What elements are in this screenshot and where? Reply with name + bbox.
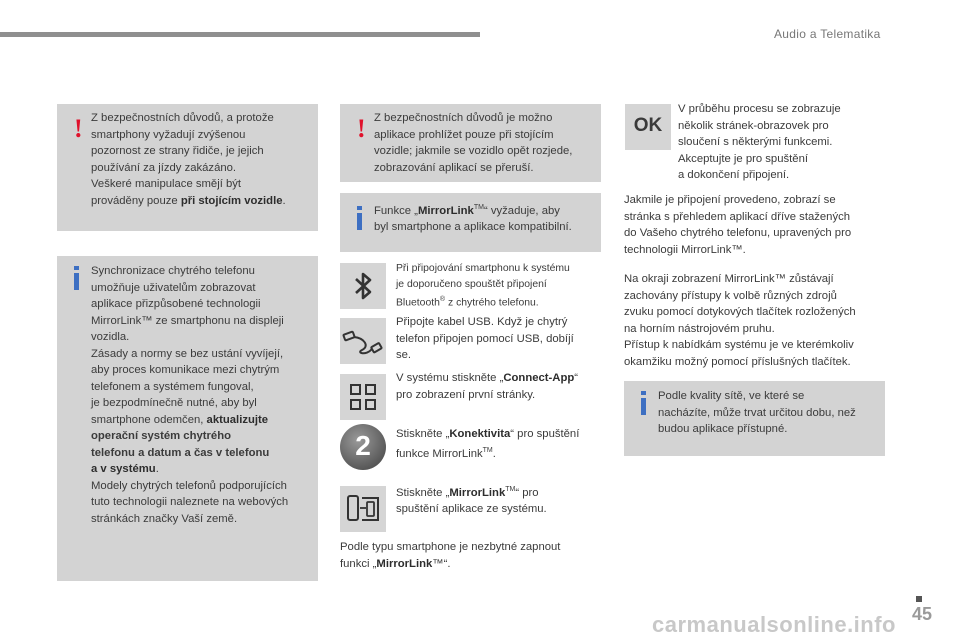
section-title: Audio a Telematika [774,27,881,41]
info-box-right [624,381,885,456]
warning-icon: ! [74,114,83,143]
warning-box-mid [340,104,601,182]
info-mid-text: Funkce „MirrorLink™“ vyžaduje, aby byl smartphone a aplikace kompatibilní. [374,204,572,234]
mirrorlink-phone-icon [340,486,386,532]
usb-cable-icon [340,318,386,364]
info-box-left [57,256,318,581]
warning-icon: ! [357,114,366,143]
bluetooth-icon [340,263,386,309]
info-right-text: Podle kvality sítě, ve které se nacházíte, může trvat určitou dobu, než budou aplikace přístupné. [658,390,856,435]
page-marker [916,596,922,602]
step-usb-text: Připojte kabel USB. Když je chytrý telefon připojen pomocí USB, dobíjí se. [396,316,574,361]
step-connectivity-text: Stiskněte „Konektivita“ pro spuštění funkce MirrorLink™. [396,428,580,460]
apps-grid-icon [340,374,386,420]
step-apps-text: V systému stiskněte „Connect-App“ pro zobrazení první stránky. [396,372,579,401]
header-rule [0,32,480,37]
watermark: carmanualsonline.info [652,612,896,637]
note-bottom: Podle typu smartphone je nezbytné zapnout funkci „MirrorLink™“. [340,541,561,570]
step-bluetooth-text: Při připojování smartphonu k systému je doporučeno spouštět připojení Bluetooth® z chytrého telefonu. [396,263,570,309]
info-left-text: Synchronizace chytrého telefonu umožňuje uživatelům zobrazovat aplikace přizpůsobené technologii MirrorLink™ ze smartphonu na displeji vozidla. Zásady a normy se bez ustání vyvíjejí, aby proces komunikace mezi chytrým telefonem a systémem fungoval, je bezpodmínečně nutné, aby byl smartphone odemčen, aktualizujte operační systém chytrého telefonu a datum a čas v telefonu a v systému. Modely chytrých telefonů podporujících tuto technologii naleznete na webových stránkách značky Vaší země. [91,265,289,525]
info-icon [641,398,646,415]
warning-left-text: Z bezpečnostních důvodů, a protože smartphony vyžadují zvýšenou pozornost ze strany řidiče, je jejich používání za jízdy zakázáno. Veškeré manipulace smějí být prováděny pouze při stojícím vozidle. [91,112,286,207]
info-icon [357,213,362,230]
right-paragraph-1: Jakmile je připojení provedeno, zobrazí se stránka s přehledem aplikací dříve stažených do Vašeho chytrého telefonu, upravených pro technologii MirrorLink™. [624,194,852,256]
step-number-badge: 2 [340,424,386,470]
ok-button: OK [625,104,671,150]
info-icon [74,273,79,290]
warning-mid-text: Z bezpečnostních důvodů je možno aplikace prohlížet pouze při stojícím vozidle; jakmile se vozidlo opět rozjede, zobrazování aplikací se přeruší. [374,112,573,174]
right-paragraph-2: Na okraji zobrazení MirrorLink™ zůstávají zachovány přístupy k volbě různých zdrojů zvuku pomocí dotykových tlačítek rozložených na horním nástrojovém pruhu. Přístup k nabídkám systému je ve kterémkoliv okamžiku možný pomocí příslušných tlačítek. [624,273,856,368]
page-number: 45 [912,604,933,624]
step-mirrorlink-text: Stiskněte „MirrorLink™“ pro spuštění aplikace ze systému. [396,486,547,516]
ok-text: V průběhu procesu se zobrazuje několik stránek-obrazovek pro sloučení s některými funkcemi. Akceptujte je pro spuštění a dokončení připojení. [678,103,841,181]
warning-box-left [57,104,318,231]
info-box-mid [340,193,601,252]
